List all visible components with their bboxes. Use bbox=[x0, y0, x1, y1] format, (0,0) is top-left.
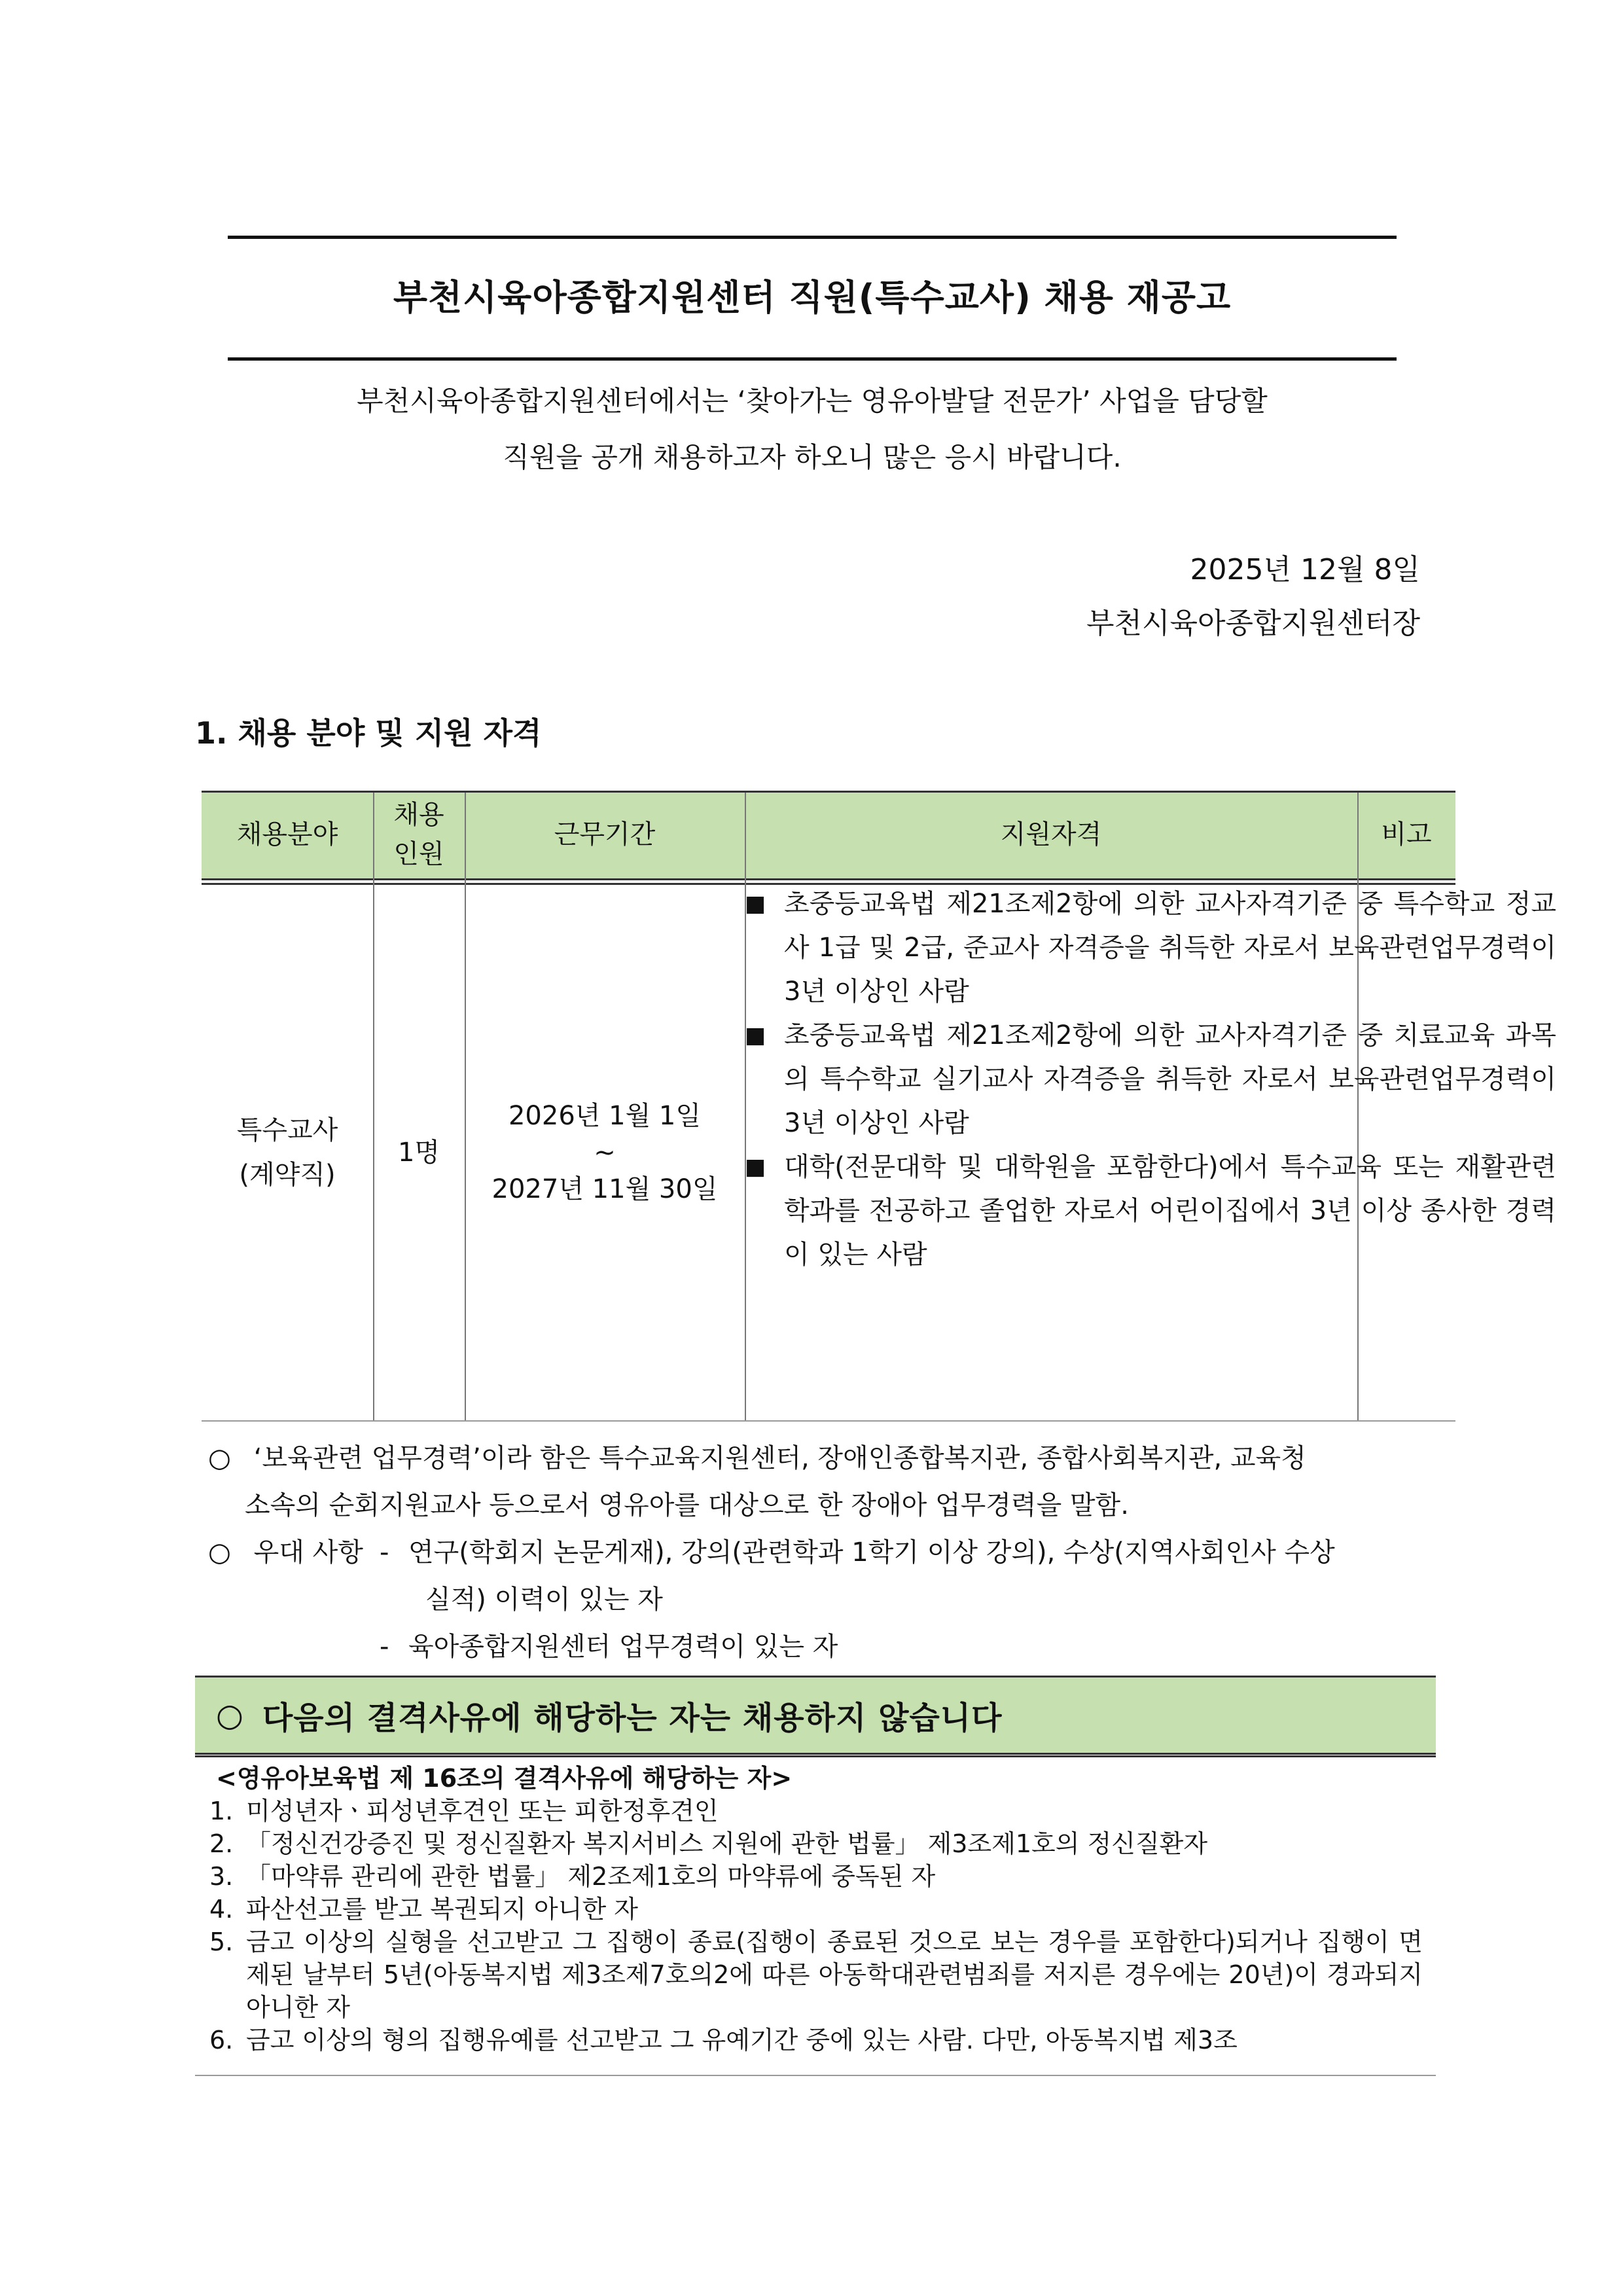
cell-field bbox=[202, 885, 373, 1420]
cell-period bbox=[465, 885, 745, 1420]
square-bullet-icon: ■ bbox=[745, 891, 766, 917]
circle-bullet-icon: ○ bbox=[208, 1537, 231, 1568]
disqualification-list bbox=[209, 1762, 1423, 2056]
qualification-text: 대학(전문대학 및 대학원을 포함한다)에서 특수교육 또는 재활관련학과를 전공하고 졸업한 자로서 어린이집에서 3년 이상 종사한 경력이 있는 사람 bbox=[784, 1152, 1556, 1270]
qualification-text: 초중등교육법 제21조제2항에 의한 교사자격기준 중 특수학교 정교사 1급 및 2급, 준교사 자격증을 취득한 자로서 보육관련업무경력이 3년 이상인 사람 bbox=[784, 889, 1556, 1007]
cell-note bbox=[1357, 885, 1455, 1420]
list-item: 3. 「마약류 관리에 관한 법률」 제2조제1호의 마약류에 중독된 자 bbox=[209, 1862, 936, 1891]
circle-icon: ○ bbox=[216, 1696, 244, 1734]
note-2-line-2: 실적) 이력이 있는 자 bbox=[425, 1585, 663, 1615]
header-count-line2: 인원 bbox=[393, 839, 444, 869]
issuer-name: 부천시육아종합지원센터장 bbox=[1086, 607, 1420, 640]
note-1-line-2: 소속의 순회지원교사 등으로서 영유아를 대상으로 한 장애아 업무경력을 말함. bbox=[245, 1490, 1129, 1520]
field-line1: 특수교사 bbox=[236, 1115, 338, 1145]
intro-line-2: 직원을 공개 채용하고자 하오니 많은 응시 바랍니다. bbox=[503, 441, 1122, 473]
law-heading: <영유아보육법 제 16조의 결격사유에 해당하는 자> bbox=[216, 1764, 793, 1793]
note-2-line-1 bbox=[208, 1529, 1438, 1576]
notes-block bbox=[208, 1435, 1438, 1670]
list-item: 6. 금고 이상의 형의 집행유예를 선고받고 그 유예기간 중에 있는 사람. 다만, 아동복지법 제3조 bbox=[209, 2026, 1238, 2054]
preference-item-2: 육아종합지원센터 업무경력이 있는 자 bbox=[408, 1632, 838, 1662]
period-separator: ~ bbox=[594, 1138, 616, 1168]
cell-count: 1명 bbox=[397, 1138, 440, 1168]
dash-bullet: - bbox=[380, 1537, 389, 1568]
disqualification-banner bbox=[195, 1676, 1436, 1755]
dash-bullet: - bbox=[380, 1632, 389, 1662]
announcement-date: 2025년 12월 8일 bbox=[1190, 553, 1420, 586]
list-item: 4. 파산선고를 받고 복권되지 아니한 자 bbox=[209, 1895, 638, 1924]
note-1-line-1: ○ ‘보육관련 업무경력’이라 함은 특수교육지원센터, 장애인종합복지관, 종합사회복지관, 교육청 bbox=[208, 1443, 1306, 1473]
banner-title: 다음의 결격사유에 해당하는 자는 채용하지 않습니다 bbox=[262, 1700, 1003, 1736]
header-field: 채용분야 bbox=[236, 819, 338, 850]
preference-item-1: 연구(학회지 논문게재), 강의(관련학과 1학기 이상 강의), 수상(지역사회인사 수상 bbox=[408, 1537, 1335, 1568]
circle-bullet-icon: ○ bbox=[208, 1443, 231, 1473]
header-count bbox=[373, 791, 465, 878]
header-count-line1: 채용 bbox=[393, 800, 444, 830]
period-end: 2027년 11월 30일 bbox=[491, 1174, 718, 1204]
section-heading: 1. 채용 분야 및 지원 자격 bbox=[195, 715, 542, 751]
qualification-text: 초중등교육법 제21조제2항에 의한 교사자격기준 중 치료교육 과목의 특수학교 실기교사 자격증을 취득한 자로서 보육관련업무경력이 3년 이상인 사람 bbox=[784, 1020, 1556, 1138]
period-start: 2026년 1월 1일 bbox=[508, 1101, 702, 1131]
header-period: 근무기간 bbox=[554, 819, 656, 850]
header-qualification: 지원자격 bbox=[1000, 819, 1102, 850]
square-bullet-icon: ■ bbox=[745, 1154, 766, 1180]
list-item: 5. 금고 이상의 실형을 선고받고 그 집행이 종료(집행이 종료된 것으로 보는 경우를 포함한다)되거나 집행이 면제된 날부터 5년(아동복지법 제3조제7호의2에 따른 아동학대관련범죄를 저지른 경우에는 20년)이 경과되지 아니한 자 bbox=[209, 1928, 1423, 2022]
note-2-line-3 bbox=[208, 1623, 1438, 1670]
list-item: 2. 「정신건강증진 및 정신질환자 복지서비스 지원에 관한 법률」 제3조제1호의 정신질환자 bbox=[209, 1829, 1208, 1858]
intro-line-1: 부천시육아종합지원센터에서는 ‘찾아가는 영유아발달 전문가’ 사업을 담당할 bbox=[357, 385, 1268, 417]
page-title: 부천시육아종합지원센터 직원(특수교사) 채용 재공고 bbox=[393, 277, 1232, 318]
preference-label: 우대 사항 bbox=[253, 1537, 363, 1568]
top-rule bbox=[228, 236, 1397, 239]
header-note: 비고 bbox=[1381, 819, 1432, 850]
field-line2: (계약직) bbox=[239, 1160, 336, 1190]
list-item: 1. 미성년자ㆍ피성년후견인 또는 피한정후견인 bbox=[209, 1797, 719, 1825]
square-bullet-icon: ■ bbox=[745, 1022, 766, 1049]
title-bottom-rule bbox=[228, 357, 1397, 361]
